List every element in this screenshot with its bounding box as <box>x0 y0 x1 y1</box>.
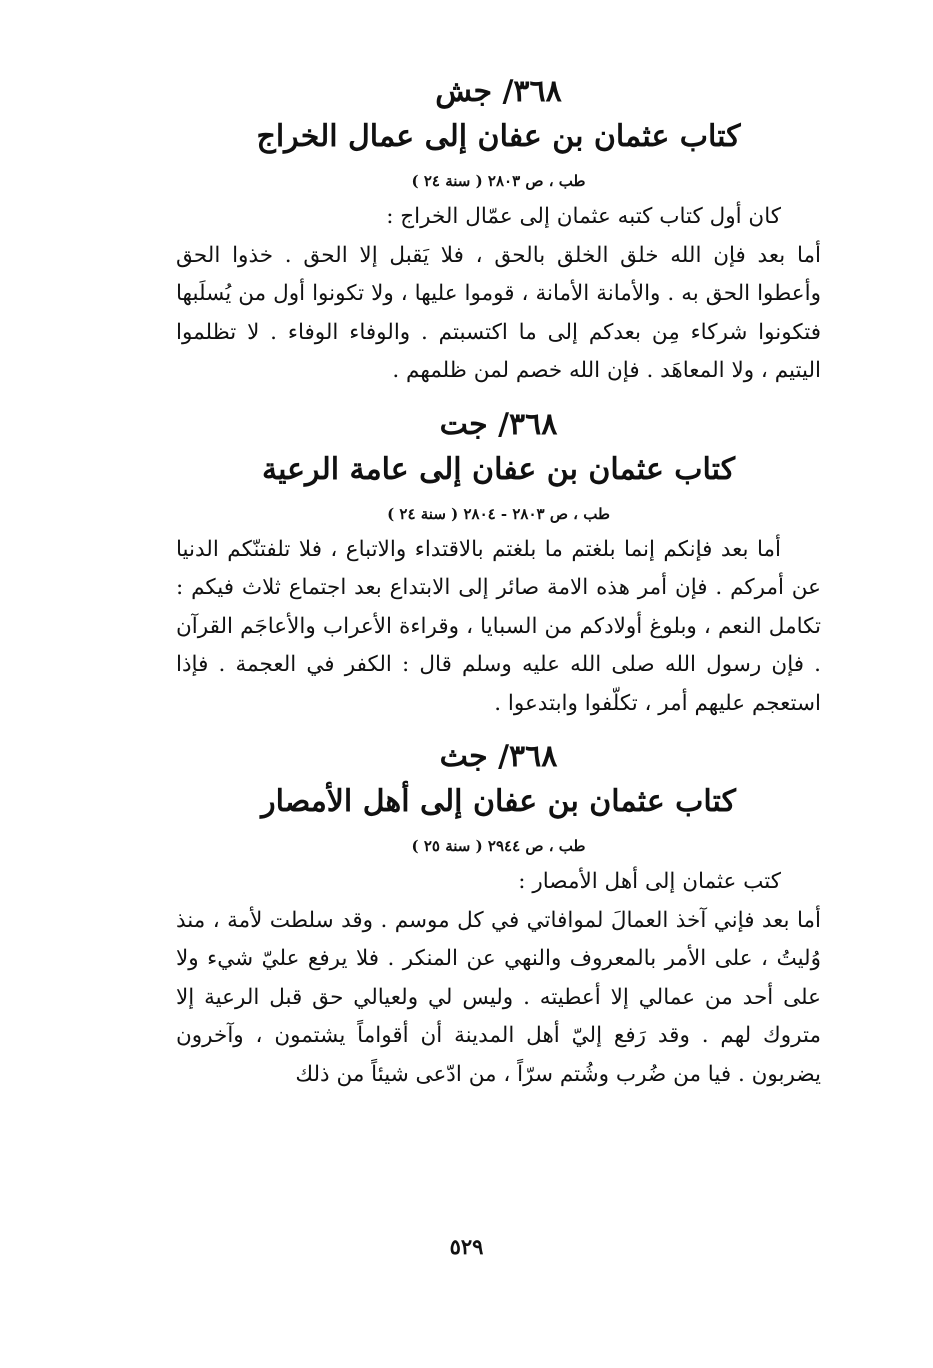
section-title: كتاب عثمان بن عفان إلى أهل الأمصار <box>261 784 736 819</box>
section-body: أما بعد فإن الله خلق الخلق بالحق ، فلا يَقبل إلا الحق . خذوا الحق وأعطوا الحق به . والأمانة الأمانة ، قوموا عليها ، ولا تكونوا أول من يُسلَبها فتكونوا شركاء مِن بعدكم إلى ما اكتسبتم . والوفاء الوفاء . لا تظلموا اليتيم ، ولا المعاهَد . فإن الله خصم لمن ظلمهم . <box>176 242 821 383</box>
section-intro: كتب عثمان إلى أهل الأمصار : <box>518 869 781 894</box>
section-3 <box>176 735 821 1094</box>
section-body: أما بعد فإني آخذ العمالَ لموافاتي في كل موسم . وقد سلطت لأمة ، منذ وُليتُ ، على الأمر بالمعروف والنهي عن المنكر . فلا يرفع عليّ شيء ولا على أحد من عمالي إلا أعطيته . وليس لي ولعيالي حق قبل الرعية إلا متروك لهم . وقد رَفع إليّ أهل المدينة أن أقواماً يشتمون ، وآخرون يضربون . فيا من ضُرب وشُتم سرّاً ، من ادّعى شيئاً من ذلك <box>176 907 821 1087</box>
section-body: أما بعد فإنكم إنما بلغتم ما بلغتم بالاقتداء والاتباع ، فلا تلفتنّكم الدنيا عن أمركم . فإن أمر هذه الامة صائر إلى الابتداع بعد اجتماع ثلاث فيكم : تكامل النعم ، وبلوغ أولادكم من السبايا ، وقراءة الأعراب والأعاجَم القرآن . فإن رسول الله صلى الله عليه وسلم قال : الكفر في العجمة . فإذا استعجم عليهم أمر ، تكلّفوا وابتدعوا . <box>176 536 821 716</box>
section-number: ٣٦٨/ جث <box>439 739 558 774</box>
section-reference: طب ، ص ٢٨٠٣ - ٢٨٠٤ ( سنة ٢٤ ) <box>387 504 610 523</box>
document-page <box>176 70 821 1106</box>
section-2 <box>176 403 821 724</box>
section-intro: كان أول كتاب كتبه عثمان إلى عمّال الخراج : <box>386 204 781 229</box>
section-reference: طب ، ص ٢٨٠٣ ( سنة ٢٤ ) <box>411 172 586 190</box>
section-number: ٣٦٨/ جش <box>435 74 562 109</box>
section-number: ٣٦٨/ جت <box>439 406 558 442</box>
section-reference: طب ، ص ٢٩٤٤ ( سنة ٢٥ ) <box>411 837 586 855</box>
section-title: كتاب عثمان بن عفان إلى عمال الخراج <box>256 119 741 154</box>
section-1 <box>176 70 821 391</box>
page-number: ٥٢٩ <box>449 1234 484 1259</box>
section-title: كتاب عثمان بن عفان إلى عامة الرعية <box>261 451 736 487</box>
